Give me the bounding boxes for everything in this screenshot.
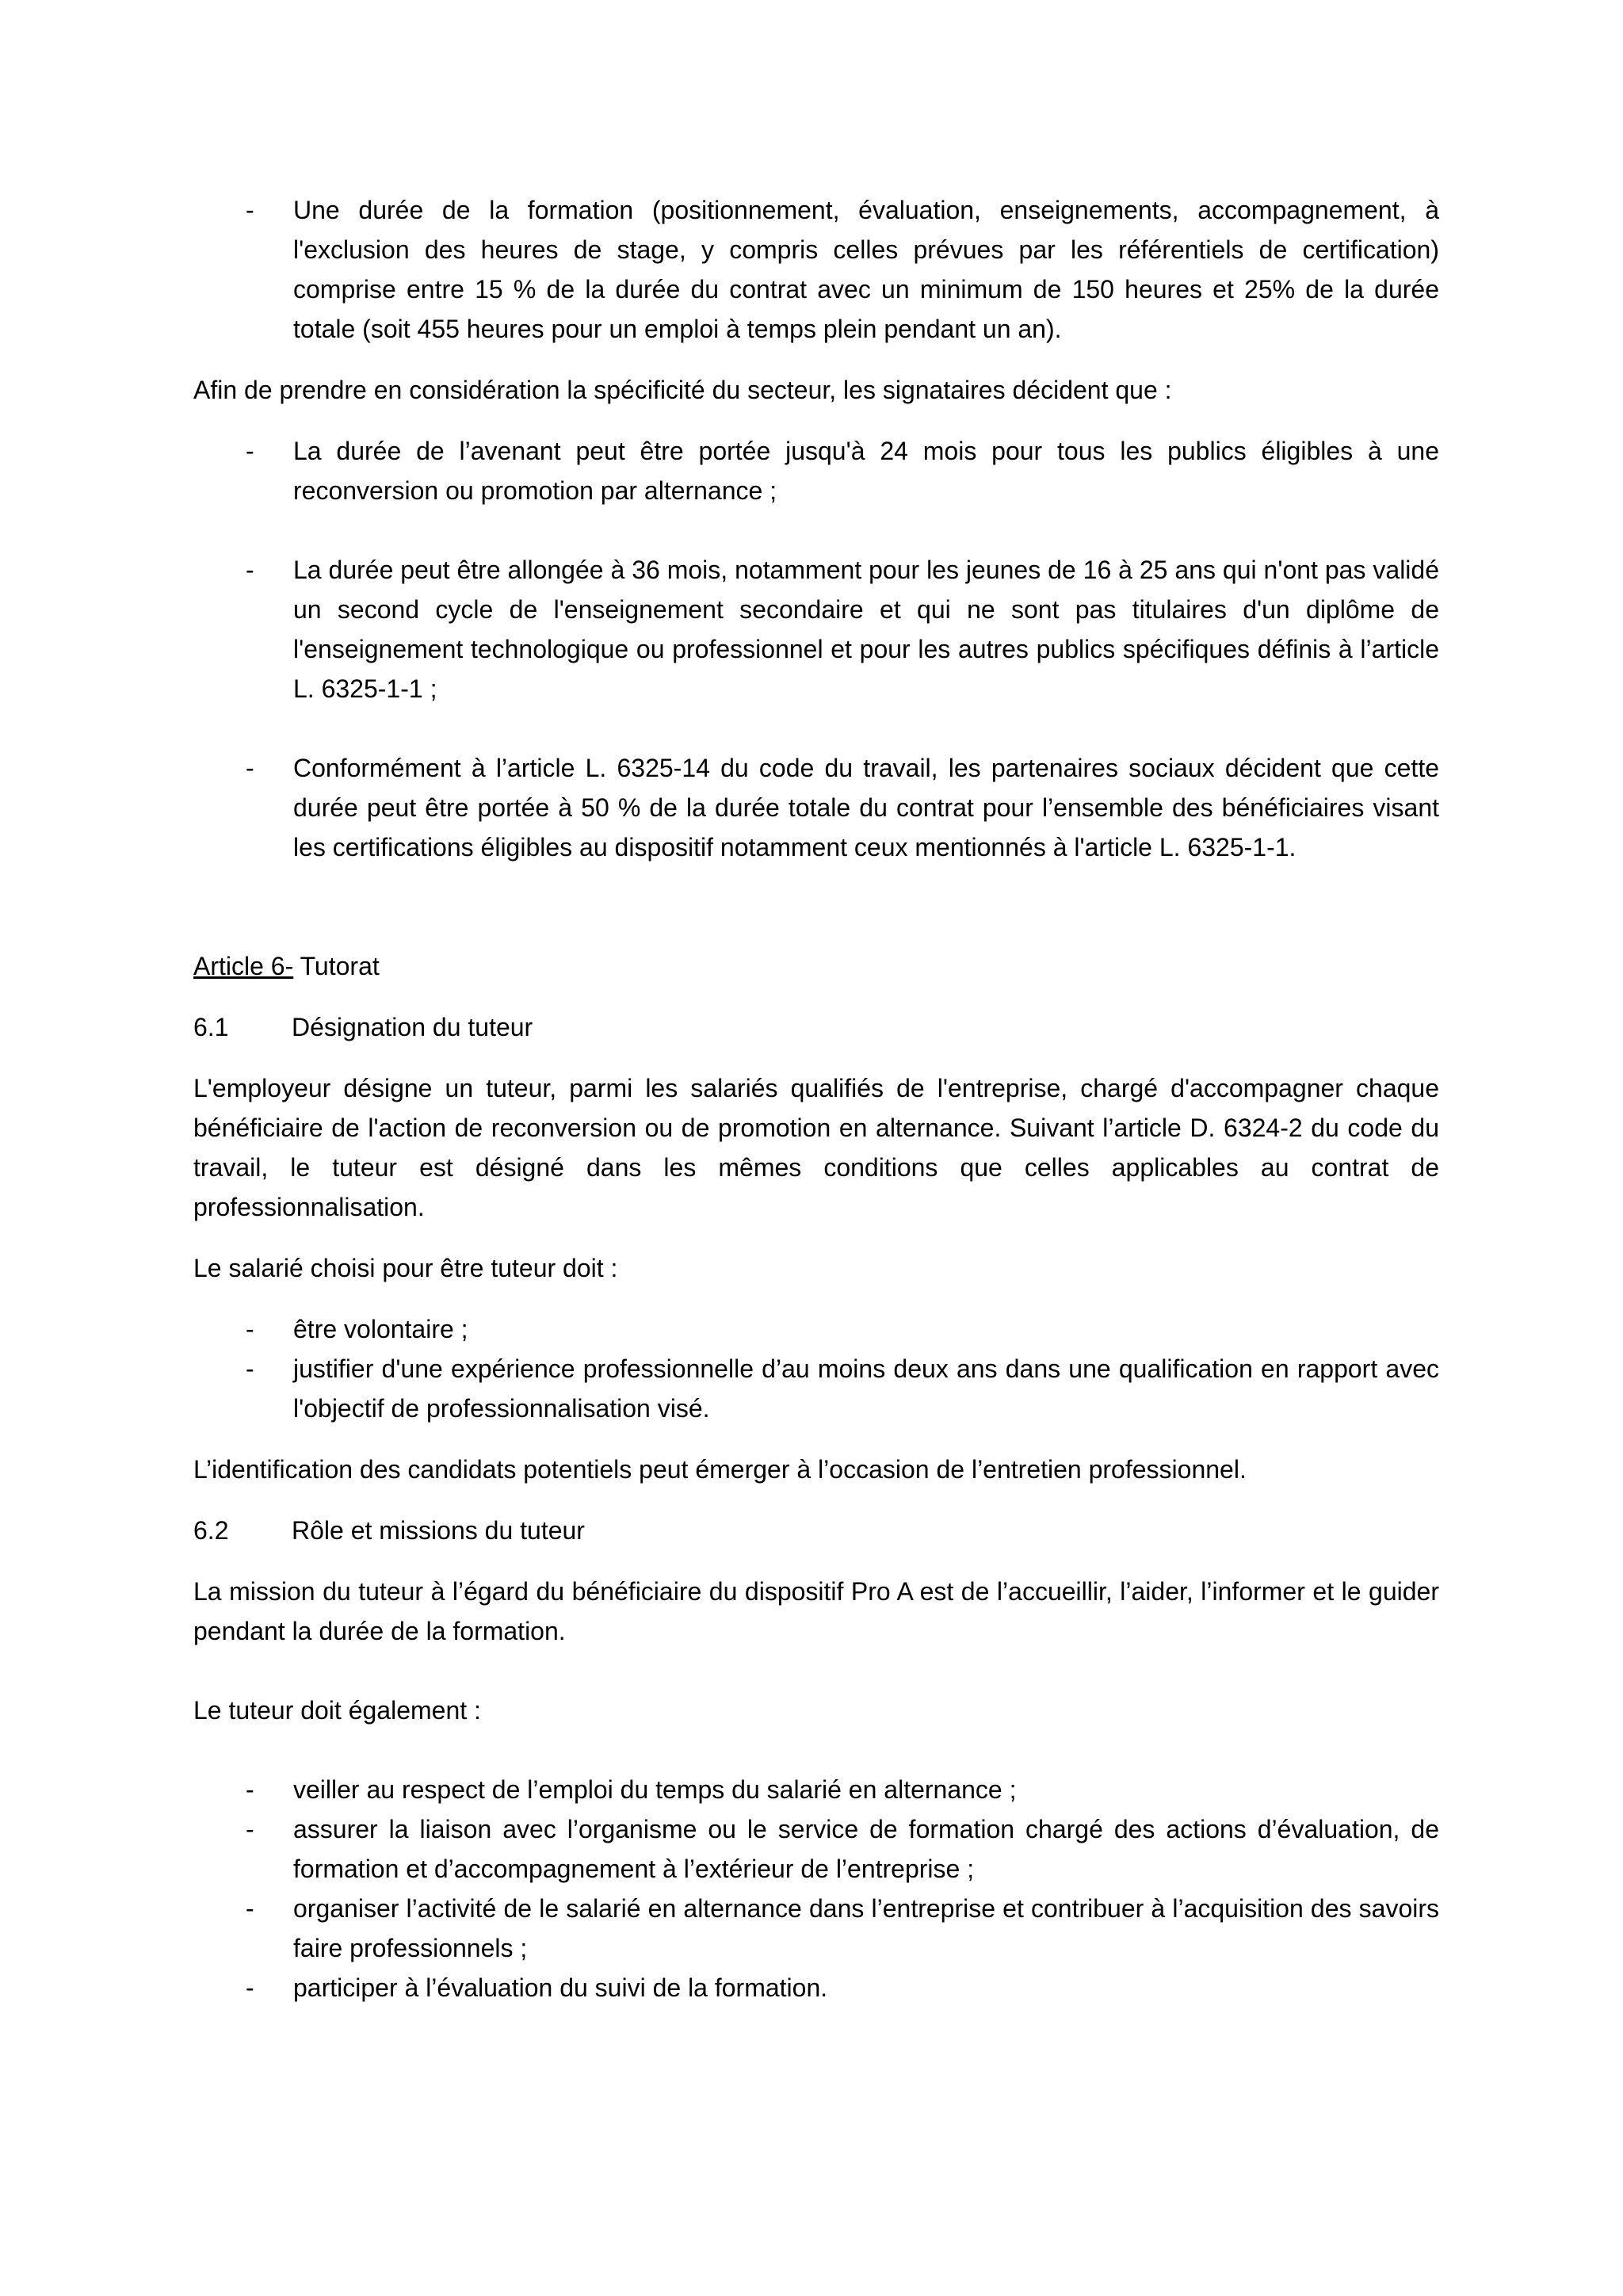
section-title: Rôle et missions du tuteur [292, 1516, 585, 1545]
bullet-dash: - [246, 1315, 254, 1343]
section-heading-6-1 [193, 1007, 1439, 1047]
bullet-dash: - [246, 437, 254, 465]
bullet-text: justifier d'une expérience professionnelle d’au moins deux ans dans une qualification en rapport avec l'objectif de professionnalisation visé. [293, 1354, 1439, 1423]
duration-bullet-list [193, 431, 1439, 867]
bullet-dash: - [246, 1354, 254, 1383]
bullet-dash: - [246, 1973, 254, 2002]
intro-bullet-list [193, 190, 1439, 349]
list-item [193, 1309, 1439, 1349]
list-item [193, 190, 1439, 349]
tutor-requirements-intro: Le salarié choisi pour être tuteur doit : [193, 1254, 618, 1282]
bullet-text: La durée peut être allongée à 36 mois, notamment pour les jeunes de 16 à 25 ans qui n'ont pas validé un second cycle de l'enseignement secondaire et qui ne sont pas titulaires d'un diplôme de l'enseignement technologique ou professionnel et pour les autres publics spécifiques définis à l’article L. 6325-1-1 ; [293, 556, 1439, 703]
bullet-dash: - [246, 1775, 254, 1804]
mission-paragraph: La mission du tuteur à l’égard du bénéficiaire du dispositif Pro A est de l’accueillir, l’aider, l’informer et le guider pendant la durée de la formation. [193, 1577, 1439, 1645]
bullet-dash: - [246, 1894, 254, 1923]
bullet-dash: - [246, 1815, 254, 1843]
list-item [193, 550, 1439, 709]
bullet-text: Une durée de la formation (positionnement, évaluation, enseignements, accompagnement, à l'exclusion des heures de stage, y compris celles prévues par les référentiels de certification) comprise entre 15 % de la durée du contrat avec un minimum de 150 heures et 25% de la durée totale (soit 455 heures pour un emploi à temps plein pendant un an). [293, 196, 1439, 343]
list-item [193, 748, 1439, 867]
list-item [193, 1889, 1439, 1968]
bullet-text: organiser l’activité de le salarié en alternance dans l’entreprise et contribuer à l’acquisition des savoirs faire professionnels ; [293, 1894, 1439, 1962]
list-item [193, 1809, 1439, 1889]
article-title-label: Article 6- [193, 952, 294, 980]
tutor-designation-paragraph: L'employeur désigne un tuteur, parmi les salariés qualifiés de l'entreprise, chargé d'accompagner chaque bénéficiaire de l'action de reconversion ou de promotion en alternance. Suivant l’article D. 6324-2 du code du travail, le tuteur est désigné dans les mêmes conditions que celles applicables au contrat de professionnalisation. [193, 1074, 1439, 1221]
bullet-dash: - [246, 196, 254, 224]
section-number: 6.2 [193, 1516, 229, 1545]
bullet-text: participer à l’évaluation du suivi de la formation. [293, 1973, 828, 2002]
bullet-text: veiller au respect de l’emploi du temps du salarié en alternance ; [293, 1775, 1017, 1804]
tutor-duties-list [193, 1770, 1439, 2008]
article-title-text: Tutorat [293, 952, 380, 980]
bullet-text: La durée de l’avenant peut être portée jusqu'à 24 mois pour tous les publics éligibles à une reconversion ou promotion par alternance ; [293, 437, 1439, 505]
bullet-text: assurer la liaison avec l’organisme ou le service de formation chargé des actions d’évaluation, de formation et d’accompagnement à l’extérieur de l’entreprise ; [293, 1815, 1439, 1883]
list-item [193, 1770, 1439, 1809]
bullet-text: Conformément à l’article L. 6325-14 du code du travail, les partenaires sociaux décident que cette durée peut être portée à 50 % de la durée totale du contrat pour l’ensemble des bénéficiaires visant les certifications éligibles au dispositif notamment ceux mentionnés à l'article L. 6325-1-1. [293, 754, 1439, 861]
article-title [193, 946, 1439, 986]
tutor-requirements-list [193, 1309, 1439, 1428]
list-item [193, 1968, 1439, 2008]
bullet-text: être volontaire ; [293, 1315, 468, 1343]
tutor-duties-intro: Le tuteur doit également : [193, 1696, 481, 1725]
list-item [193, 1349, 1439, 1428]
list-item [193, 431, 1439, 510]
section-heading-6-2 [193, 1511, 1439, 1550]
identification-paragraph: L’identification des candidats potentiels peut émerger à l’occasion de l’entretien professionnel. [193, 1455, 1247, 1484]
page-content [193, 190, 1439, 2008]
bullet-dash: - [246, 556, 254, 584]
section-number: 6.1 [193, 1013, 229, 1041]
section-title: Désignation du tuteur [292, 1013, 533, 1041]
intro-paragraph: Afin de prendre en considération la spécificité du secteur, les signataires décident que : [193, 376, 1172, 404]
bullet-dash: - [246, 754, 254, 782]
